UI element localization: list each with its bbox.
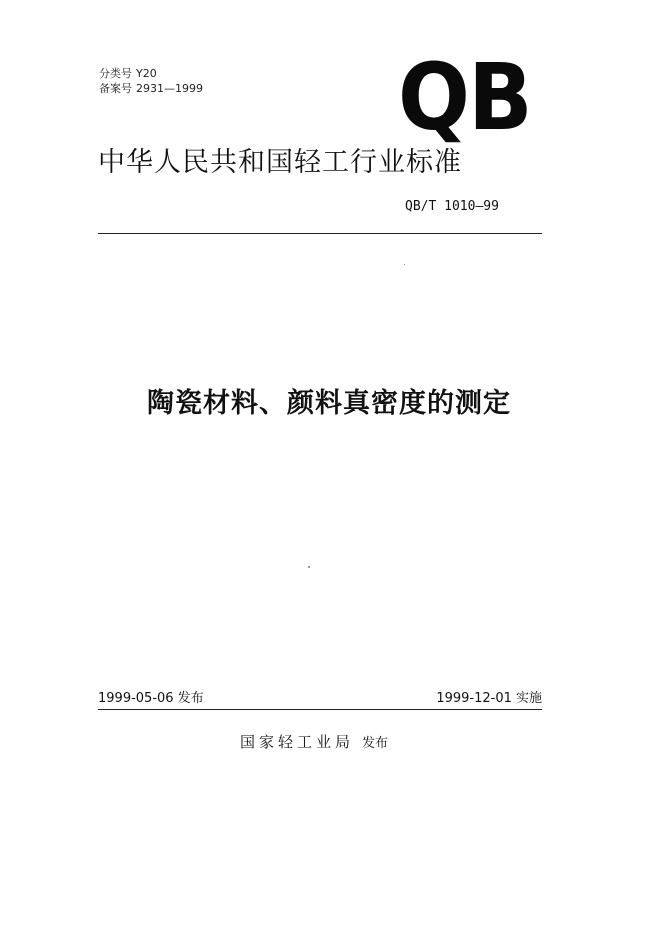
date-row bbox=[98, 691, 542, 709]
record-label: 备案号 bbox=[99, 82, 132, 95]
document-title: 陶瓷材料、颜料真密度的测定 bbox=[147, 388, 511, 419]
standard-name: 中华人民共和国轻工行业标准 bbox=[98, 147, 462, 178]
scan-speck bbox=[404, 264, 405, 265]
classification-value: Y20 bbox=[136, 67, 157, 80]
record-value: 2931—1999 bbox=[136, 82, 203, 95]
publisher-action: 发布 bbox=[362, 736, 389, 751]
classification-label: 分类号 bbox=[99, 67, 132, 80]
record-row bbox=[99, 81, 203, 96]
publisher-line bbox=[240, 732, 388, 754]
header-divider bbox=[98, 233, 542, 234]
document-meta bbox=[99, 66, 203, 96]
standard-code: QB/T 1010—99 bbox=[405, 199, 499, 214]
qb-logo: QB bbox=[398, 44, 531, 151]
classification-row bbox=[99, 66, 203, 81]
publisher-organization: 国家轻工业局 bbox=[240, 733, 355, 751]
scan-speck bbox=[308, 566, 310, 568]
issue-date: 1999-05-06 发布 bbox=[98, 691, 204, 706]
effective-date: 1999-12-01 实施 bbox=[436, 691, 542, 706]
footer-divider bbox=[98, 709, 542, 710]
